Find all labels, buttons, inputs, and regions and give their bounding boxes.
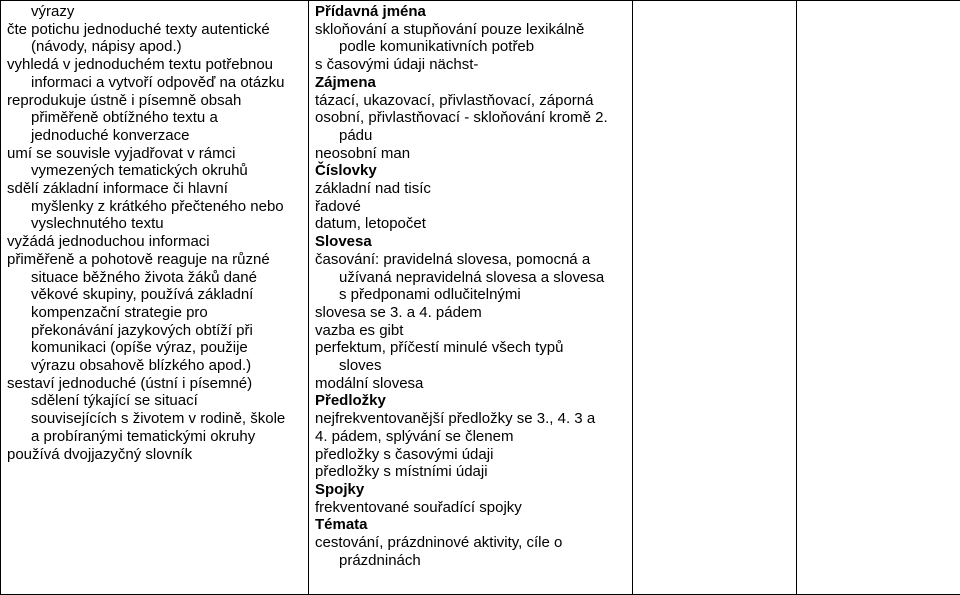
curriculum-line: časování: pravidelná slovesa, pomocná a bbox=[315, 251, 628, 269]
curriculum-line: 4. pádem, splývání se členem bbox=[315, 428, 628, 446]
section-heading: Číslovky bbox=[315, 162, 628, 180]
curriculum-cell bbox=[309, 1, 633, 595]
competence-line: překonávání jazykových obtíží při bbox=[7, 322, 304, 340]
curriculum-line: modální slovesa bbox=[315, 375, 628, 393]
section-heading: Zájmena bbox=[315, 74, 628, 92]
competences-list bbox=[1, 1, 308, 463]
section-heading: Slovesa bbox=[315, 233, 628, 251]
competence-line: komunikaci (opíše výraz, použije bbox=[7, 339, 304, 357]
competence-line: přiměřeně obtížného textu a bbox=[7, 109, 304, 127]
curriculum-line: datum, letopočet bbox=[315, 215, 628, 233]
table-row bbox=[1, 1, 960, 595]
curriculum-line: předložky s časovými údaji bbox=[315, 446, 628, 464]
curriculum-line: nejfrekventovanější předložky se 3., 4. 3 a bbox=[315, 410, 628, 428]
competence-line: čte potichu jednoduché texty autentické bbox=[7, 21, 304, 39]
competence-line: informaci a vytvoří odpověď na otázku bbox=[7, 74, 304, 92]
section-heading: Spojky bbox=[315, 481, 628, 499]
competence-line: kompenzační strategie pro bbox=[7, 304, 304, 322]
competence-line: výrazu obsahově blízkého apod.) bbox=[7, 357, 304, 375]
curriculum-line: frekventované souřadící spojky bbox=[315, 499, 628, 517]
competence-line: myšlenky z krátkého přečteného nebo bbox=[7, 198, 304, 216]
competence-line: vyhledá v jednoduchém textu potřebnou bbox=[7, 56, 304, 74]
competence-line: reprodukuje ústně i písemně obsah bbox=[7, 92, 304, 110]
curriculum-line: tázací, ukazovací, přivlastňovací, záporná bbox=[315, 92, 628, 110]
curriculum-line: s časovými údaji nächst- bbox=[315, 56, 628, 74]
competences-cell bbox=[1, 1, 309, 595]
curriculum-line: sloves bbox=[315, 357, 628, 375]
curriculum-line: perfektum, příčestí minulé všech typů bbox=[315, 339, 628, 357]
curriculum-line: osobní, přivlastňovací - skloňování kromě 2. bbox=[315, 109, 628, 127]
curriculum-line: neosobní man bbox=[315, 145, 628, 163]
section-heading: Přídavná jména bbox=[315, 3, 628, 21]
competence-line: souvisejících s životem v rodině, škole bbox=[7, 410, 304, 428]
curriculum-line: prázdninách bbox=[315, 552, 628, 570]
curriculum-line: skloňování a stupňování pouze lexikálně bbox=[315, 21, 628, 39]
competence-line: vymezených tematických okruhů bbox=[7, 162, 304, 180]
competence-line: a probíranými tematickými okruhy bbox=[7, 428, 304, 446]
competence-line: jednoduché konverzace bbox=[7, 127, 304, 145]
curriculum-line: základní nad tisíc bbox=[315, 180, 628, 198]
curriculum-line: podle komunikativních potřeb bbox=[315, 38, 628, 56]
competence-line: používá dvojjazyčný slovník bbox=[7, 446, 304, 464]
notes-cell bbox=[797, 1, 960, 595]
curriculum-line: slovesa se 3. a 4. pádem bbox=[315, 304, 628, 322]
notes-list bbox=[797, 1, 960, 3]
competence-line: situace běžného života žáků dané bbox=[7, 269, 304, 287]
curriculum-line: cestování, prázdninové aktivity, cíle o bbox=[315, 534, 628, 552]
competence-line: umí se souvisle vyjadřovat v rámci bbox=[7, 145, 304, 163]
curriculum-line: vazba es gibt bbox=[315, 322, 628, 340]
competence-line: vyslechnutého textu bbox=[7, 215, 304, 233]
competence-line: sdělení týkající se situací bbox=[7, 392, 304, 410]
competence-line: sestaví jednoduché (ústní i písemné) bbox=[7, 375, 304, 393]
curriculum-line: řadové bbox=[315, 198, 628, 216]
section-heading: Předložky bbox=[315, 392, 628, 410]
competence-line: vyžádá jednoduchou informaci bbox=[7, 233, 304, 251]
competence-line: přiměřeně a pohotově reaguje na různé bbox=[7, 251, 304, 269]
curriculum-list bbox=[309, 1, 632, 570]
section-heading: Témata bbox=[315, 516, 628, 534]
curriculum-line: předložky s místními údaji bbox=[315, 463, 628, 481]
competence-line: (návody, nápisy apod.) bbox=[7, 38, 304, 56]
competence-line: věkové skupiny, používá základní bbox=[7, 286, 304, 304]
cross-topics-cell bbox=[633, 1, 797, 595]
curriculum-line: s předponami odlučitelnými bbox=[315, 286, 628, 304]
competence-line: sdělí základní informace či hlavní bbox=[7, 180, 304, 198]
curriculum-line: užívaná nepravidelná slovesa a slovesa bbox=[315, 269, 628, 287]
curriculum-line: pádu bbox=[315, 127, 628, 145]
cross-topics-list bbox=[633, 1, 796, 3]
competence-line: výrazy bbox=[7, 3, 304, 21]
